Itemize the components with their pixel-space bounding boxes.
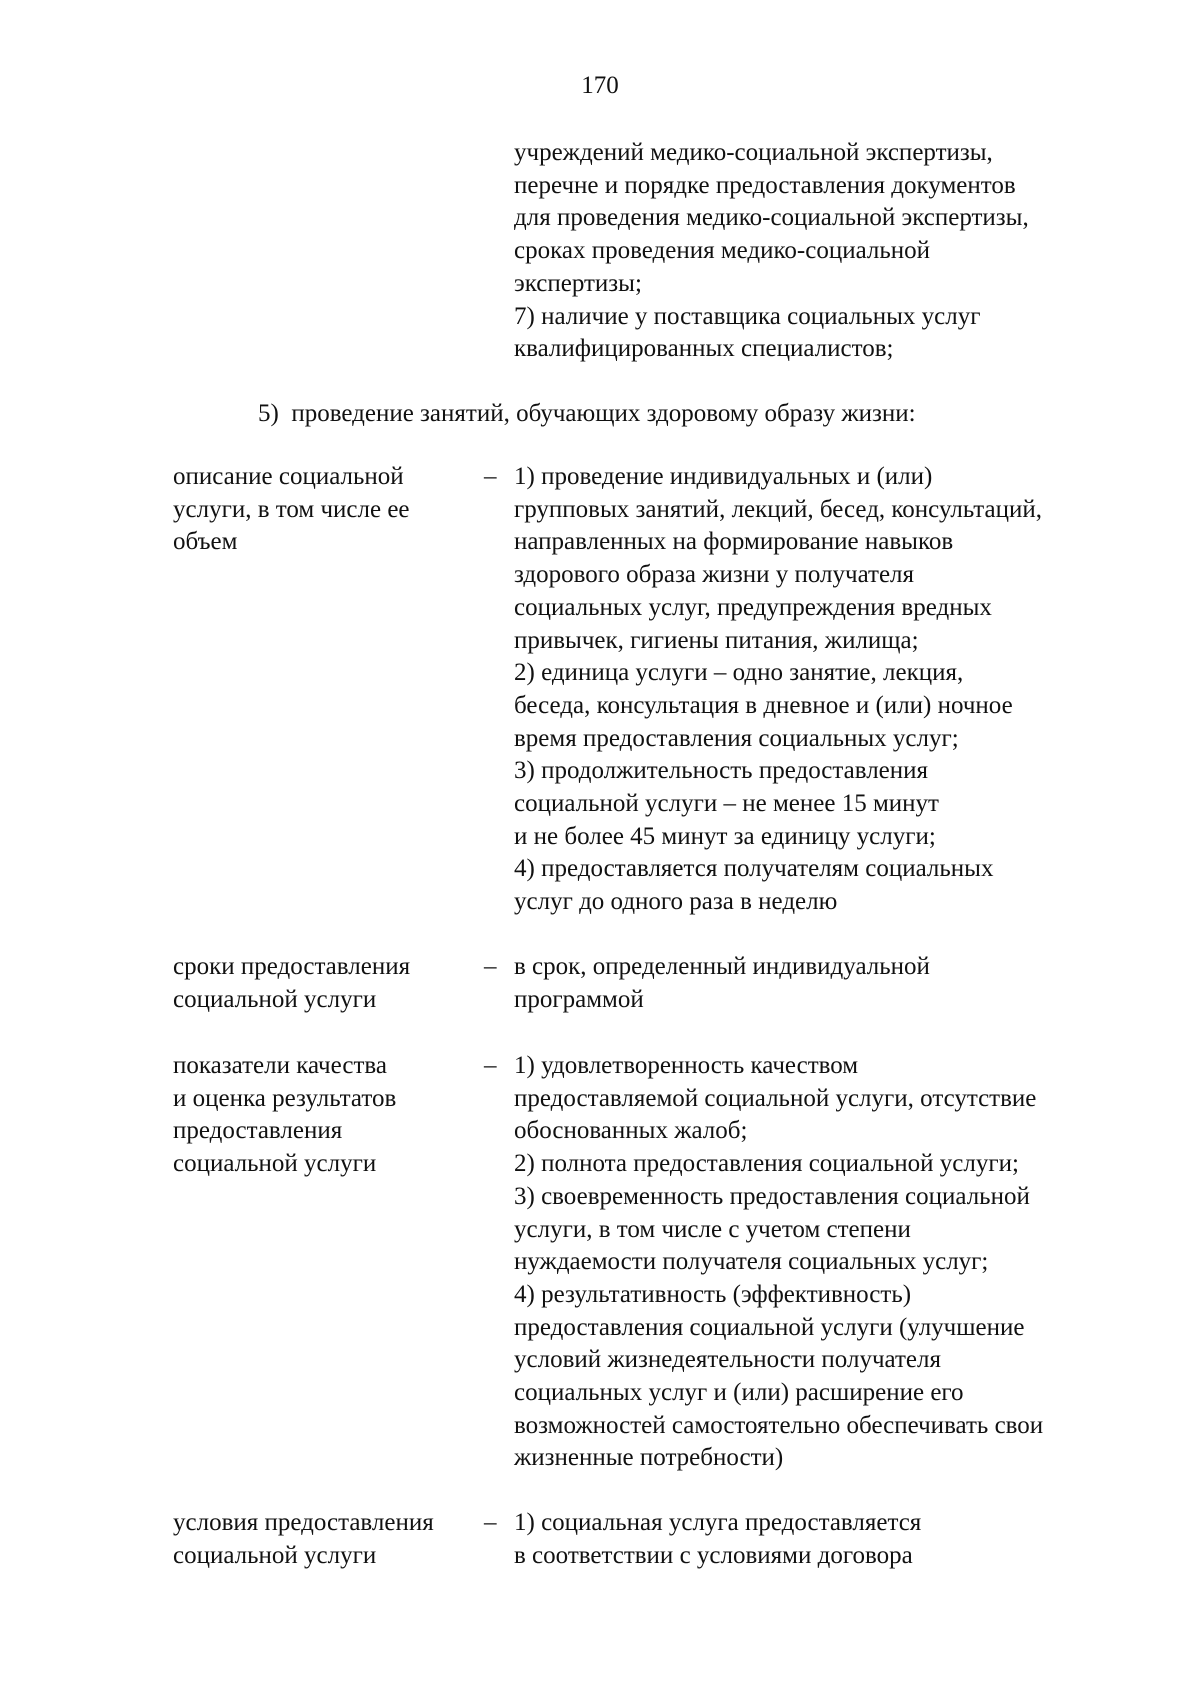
content-line: условий жизнедеятельности получателя xyxy=(514,1346,941,1374)
content-line: 3) продолжительность предоставления xyxy=(514,757,929,785)
content-line: 2) полнота предоставления социальной услуги; xyxy=(514,1150,1019,1178)
section-heading: 5) проведение занятий, обучающих здоровому образу жизни: xyxy=(258,400,916,427)
content-line: предоставления социальной услуги (улучшение xyxy=(514,1313,1025,1341)
label-line: описание социальной xyxy=(173,463,404,490)
content-line: 1) удовлетворенность качеством xyxy=(514,1052,859,1079)
row-content xyxy=(514,1050,1134,1475)
text-line: перечне и порядке предоставления документов xyxy=(514,171,1016,199)
row-content xyxy=(514,1507,1134,1572)
content-line: групповых занятий, лекций, бесед, консультаций, xyxy=(514,495,1042,523)
content-line: время предоставления социальных услуг; xyxy=(514,724,959,752)
content-line: 4) результативность (эффективность) xyxy=(514,1280,912,1308)
content-line: жизненные потребности) xyxy=(514,1444,784,1472)
label-line: социальной услуги xyxy=(173,985,377,1013)
label-line: социальной услуги xyxy=(173,1541,377,1569)
content-line: социальных услуг, предупреждения вредных xyxy=(514,593,992,621)
content-line: программой xyxy=(514,985,644,1013)
content-line: обоснованных жалоб; xyxy=(514,1117,748,1145)
text-line: 7) наличие у поставщика социальных услуг xyxy=(514,302,981,330)
row-label xyxy=(173,1050,473,1181)
label-line: социальной услуги xyxy=(173,1150,377,1178)
row-label xyxy=(173,1507,473,1572)
content-line: направленных на формирование навыков xyxy=(514,528,954,556)
label-line: объем xyxy=(173,528,238,556)
content-line: здорового образа жизни у получателя xyxy=(514,561,915,589)
content-line: услуги, в том числе с учетом степени xyxy=(514,1215,911,1243)
content-line: 4) предоставляется получателям социальных xyxy=(514,855,994,883)
label-line: услуги, в том числе ее xyxy=(173,495,410,523)
content-line: и не более 45 минут за единицу услуги; xyxy=(514,822,936,850)
content-line: в соответствии с условиями договора xyxy=(514,1541,913,1569)
row-label xyxy=(173,951,473,1016)
text-line: квалифицированных специалистов; xyxy=(514,335,894,363)
row-content xyxy=(514,461,1134,919)
label-line: показатели качества xyxy=(173,1052,387,1079)
label-line: и оценка результатов xyxy=(173,1084,397,1112)
text-line: для проведения медико-социальной экспертизы, xyxy=(514,204,1029,232)
content-line: в срок, определенный индивидуальной xyxy=(514,953,930,980)
content-line: нуждаемости получателя социальных услуг; xyxy=(514,1248,989,1276)
content-line: беседа, консультация в дневное и (или) ночное xyxy=(514,691,1013,719)
content-line: услуг до одного раза в неделю xyxy=(514,888,838,916)
row-label xyxy=(173,461,473,559)
label-line: условия предоставления xyxy=(173,1509,434,1536)
text-line: учреждений медико-социальной экспертизы, xyxy=(514,139,993,166)
page-number: 170 xyxy=(581,72,619,99)
label-line: сроки предоставления xyxy=(173,953,411,980)
dash-separator: – xyxy=(484,953,497,980)
text-line: экспертизы; xyxy=(514,269,642,297)
text-line: сроках проведения медико-социальной xyxy=(514,237,931,265)
dash-separator: – xyxy=(484,463,497,490)
content-line: привычек, гигиены питания, жилища; xyxy=(514,626,919,654)
row-content xyxy=(514,951,1134,1016)
continuation-text xyxy=(514,137,1029,366)
label-line: предоставления xyxy=(173,1117,343,1145)
content-line: предоставляемой социальной услуги, отсутствие xyxy=(514,1084,1037,1112)
content-line: 1) социальная услуга предоставляется xyxy=(514,1509,922,1536)
content-line: 2) единица услуги – одно занятие, лекция, xyxy=(514,659,964,687)
content-line: 3) своевременность предоставления социальной xyxy=(514,1182,1030,1210)
content-line: возможностей самостоятельно обеспечивать свои xyxy=(514,1411,1044,1439)
content-line: 1) проведение индивидуальных и (или) xyxy=(514,463,933,490)
dash-separator: – xyxy=(484,1052,497,1079)
content-line: социальной услуги – не менее 15 минут xyxy=(514,790,939,818)
dash-separator: – xyxy=(484,1509,497,1536)
content-line: социальных услуг и (или) расширение его xyxy=(514,1379,964,1407)
